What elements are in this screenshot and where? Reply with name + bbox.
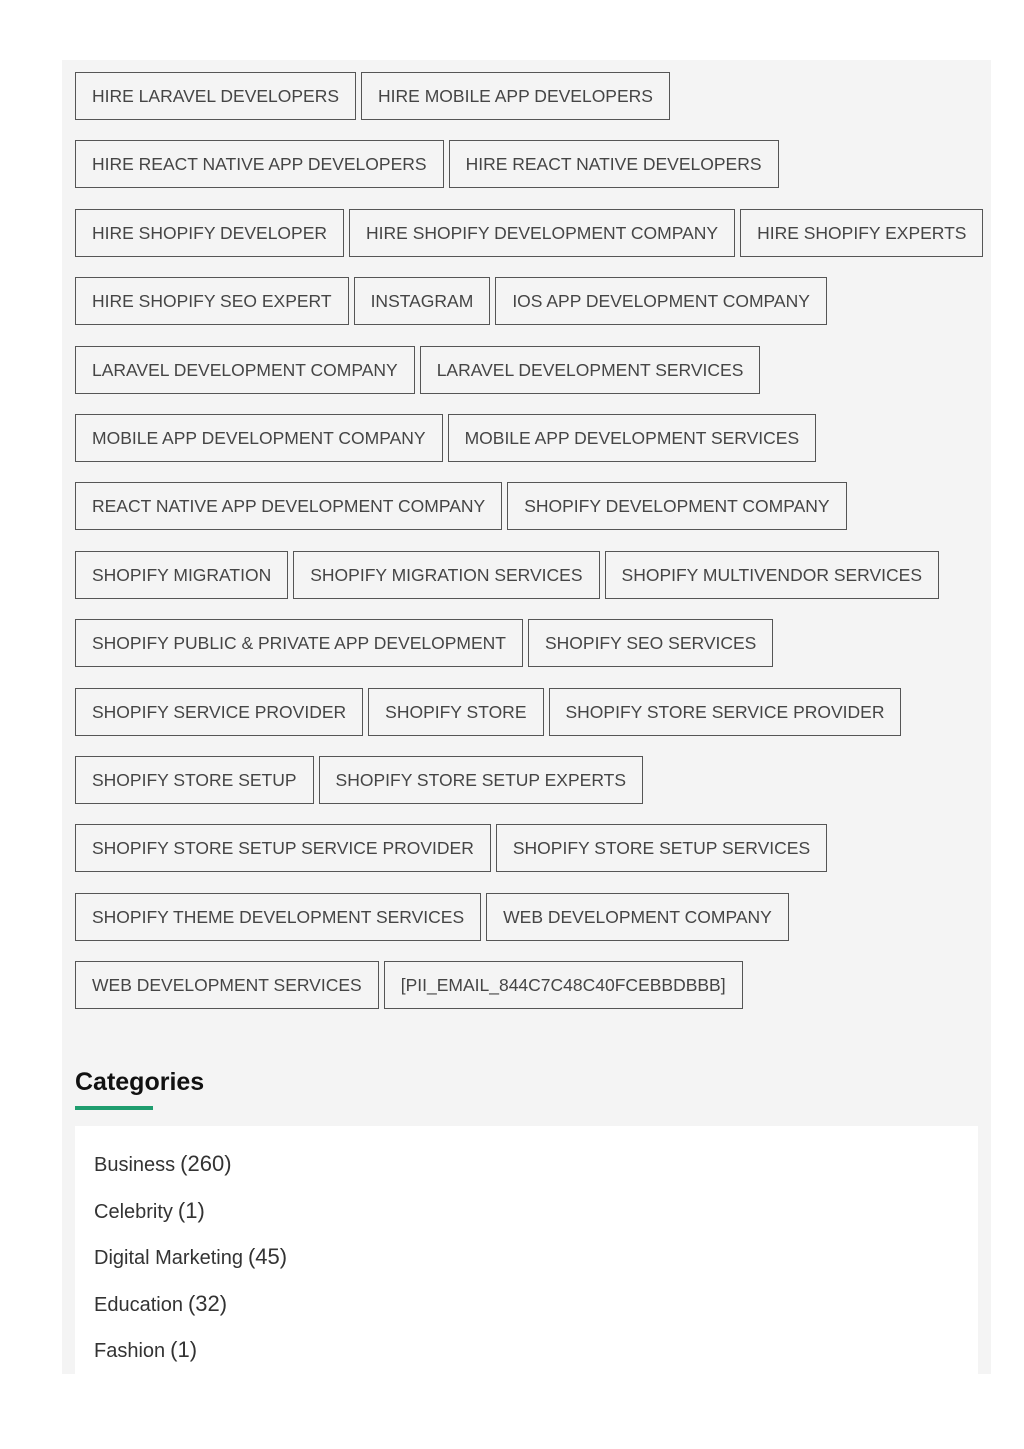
tag-instagram[interactable]: INSTAGRAM — [354, 277, 491, 325]
tag-shopify-theme-development-services[interactable]: SHOPIFY THEME DEVELOPMENT SERVICES — [75, 893, 481, 941]
category-item-digital-marketing — [94, 1239, 287, 1286]
category-count: (1) — [170, 1337, 198, 1362]
category-link-celebrity[interactable]: Celebrity — [94, 1200, 173, 1223]
tag-mobile-app-development-services[interactable]: MOBILE APP DEVELOPMENT SERVICES — [448, 414, 817, 462]
title-underline — [75, 1106, 153, 1110]
category-count: (260) — [180, 1151, 232, 1176]
tag-row — [75, 277, 975, 325]
tag-shopify-store[interactable]: SHOPIFY STORE — [368, 688, 543, 736]
tag-row — [75, 756, 975, 804]
tag-row — [75, 619, 975, 667]
category-link-digital-marketing[interactable]: Digital Marketing — [94, 1247, 243, 1269]
tag-row — [75, 140, 975, 188]
tag-row — [75, 482, 975, 530]
category-link-fashion[interactable]: Fashion — [94, 1340, 166, 1362]
tag-email-placeholder[interactable]: [PII_EMAIL_844C7C48C40FCEBBDBBB] — [384, 961, 743, 1009]
category-link-business[interactable]: Business — [94, 1154, 176, 1176]
tag-hire-laravel-developers[interactable]: HIRE LARAVEL DEVELOPERS — [75, 72, 356, 120]
category-count: (32) — [187, 1290, 228, 1316]
tag-shopify-multivendor-services[interactable]: SHOPIFY MULTIVENDOR SERVICES — [605, 551, 939, 599]
tag-react-native-app-development-company[interactable]: REACT NATIVE APP DEVELOPMENT COMPANY — [75, 482, 502, 530]
tag-shopify-store-service-provider[interactable]: SHOPIFY STORE SERVICE PROVIDER — [549, 688, 902, 736]
tag-web-development-services[interactable]: WEB DEVELOPMENT SERVICES — [75, 961, 379, 1009]
tag-laravel-development-services[interactable]: LARAVEL DEVELOPMENT SERVICES — [420, 346, 761, 394]
sidebar — [62, 60, 991, 1374]
tag-cloud — [75, 72, 975, 1029]
tag-row — [75, 346, 975, 394]
category-list-box — [75, 1126, 978, 1374]
tag-shopify-store-setup[interactable]: SHOPIFY STORE SETUP — [75, 756, 314, 804]
categories-title: Categories — [75, 1068, 205, 1096]
tag-shopify-public-private-app-development[interactable]: SHOPIFY PUBLIC & PRIVATE APP DEVELOPMENT — [75, 619, 523, 667]
tag-hire-shopify-developer[interactable]: HIRE SHOPIFY DEVELOPER — [75, 209, 344, 257]
tag-row — [75, 414, 975, 462]
tag-shopify-service-provider[interactable]: SHOPIFY SERVICE PROVIDER — [75, 688, 363, 736]
tag-hire-react-native-app-developers[interactable]: HIRE REACT NATIVE APP DEVELOPERS — [75, 140, 444, 188]
tag-hire-mobile-app-developers[interactable]: HIRE MOBILE APP DEVELOPERS — [361, 72, 670, 120]
tag-row — [75, 824, 975, 872]
tag-row — [75, 688, 975, 736]
tag-web-development-company[interactable]: WEB DEVELOPMENT COMPANY — [486, 893, 789, 941]
tag-shopify-seo-services[interactable]: SHOPIFY SEO SERVICES — [528, 619, 773, 667]
category-item-fashion — [94, 1332, 287, 1374]
tag-shopify-store-setup-services[interactable]: SHOPIFY STORE SETUP SERVICES — [496, 824, 827, 872]
category-item-education — [94, 1286, 287, 1333]
tag-ios-app-development-company[interactable]: IOS APP DEVELOPMENT COMPANY — [495, 277, 827, 325]
tag-hire-shopify-seo-expert[interactable]: HIRE SHOPIFY SEO EXPERT — [75, 277, 349, 325]
tag-row — [75, 209, 975, 257]
tag-hire-shopify-experts[interactable]: HIRE SHOPIFY EXPERTS — [740, 209, 983, 257]
tag-mobile-app-development-company[interactable]: MOBILE APP DEVELOPMENT COMPANY — [75, 414, 443, 462]
tag-shopify-migration-services[interactable]: SHOPIFY MIGRATION SERVICES — [293, 551, 599, 599]
tag-hire-shopify-development-company[interactable]: HIRE SHOPIFY DEVELOPMENT COMPANY — [349, 209, 735, 257]
category-link-education[interactable]: Education — [94, 1293, 183, 1316]
tag-row — [75, 893, 975, 941]
tag-row — [75, 72, 975, 120]
category-item-business — [94, 1146, 287, 1193]
category-count: (45) — [247, 1244, 288, 1269]
tag-shopify-store-setup-service-provider[interactable]: SHOPIFY STORE SETUP SERVICE PROVIDER — [75, 824, 491, 872]
category-list — [94, 1146, 287, 1374]
tag-shopify-development-company[interactable]: SHOPIFY DEVELOPMENT COMPANY — [507, 482, 846, 530]
category-item-celebrity — [94, 1193, 287, 1240]
tag-hire-react-native-developers[interactable]: HIRE REACT NATIVE DEVELOPERS — [449, 140, 779, 188]
tag-laravel-development-company[interactable]: LARAVEL DEVELOPMENT COMPANY — [75, 346, 415, 394]
tag-row — [75, 551, 975, 599]
category-count: (1) — [177, 1197, 205, 1223]
tag-shopify-migration[interactable]: SHOPIFY MIGRATION — [75, 551, 288, 599]
tag-shopify-store-setup-experts[interactable]: SHOPIFY STORE SETUP EXPERTS — [319, 756, 643, 804]
tag-row — [75, 961, 975, 1009]
